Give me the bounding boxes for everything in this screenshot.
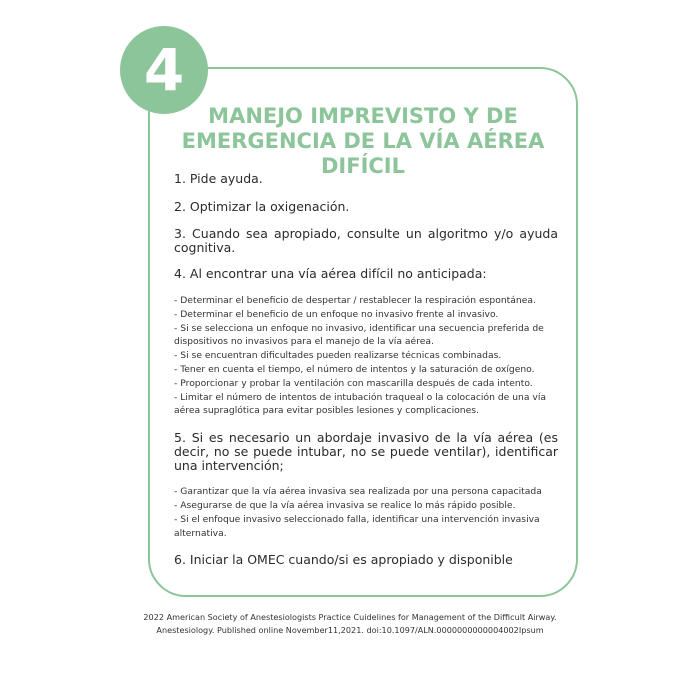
step-4: 4. Al encontrar una vía aérea difícil no anticipada: xyxy=(174,266,487,281)
list-item: - Tener en cuenta el tiempo, el número de intentos y la saturación de oxígeno. xyxy=(174,363,535,375)
step-1: 1. Pide ayuda. xyxy=(174,171,263,186)
citation-line-1: 2022 American Society of Anestesiologists Practice Cuidelines for Management of the Difficult Airway. xyxy=(143,612,557,622)
step-3: 3. Cuando sea apropiado, consulte un algoritmo y/o ayuda cognitiva. xyxy=(174,226,558,255)
step-2: 2. Optimizar la oxigenación. xyxy=(174,199,350,214)
page-title xyxy=(148,104,578,179)
list-item: - Proporcionar y probar la ventilación con mascarilla después de cada intento. xyxy=(174,377,533,389)
list-item: - Garantizar que la vía aérea invasiva sea realizada por una persona capacitada xyxy=(174,486,542,498)
citation-footer xyxy=(0,611,700,637)
steps-list xyxy=(174,172,558,567)
citation-line-2: Anestesiology. Published online November11,2021. doi:10.1097/ALN.0000000000004002Ipsum xyxy=(156,625,544,635)
step-6: 6. Iniciar la OMEC cuando/si es apropiado y disponible xyxy=(174,552,513,568)
list-item: - Asegurarse de que la vía aérea invasiva se realice lo más rápido posible. xyxy=(174,499,516,511)
list-item: - Si se selecciona un enfoque no invasivo, identificar una secuencia preferida de dispositivos no invasivos para el manejo de la vía aérea. xyxy=(174,322,544,348)
list-item: - Si el enfoque invasivo seleccionado falla, identificar una intervención invasiva alternativa. xyxy=(174,513,540,539)
step-4-items xyxy=(174,294,558,418)
step-5: 5. Si es necesario un abordaje invasivo de la vía aérea (es decir, no se puede intubar, no se puede ventilar), identificar una intervención; xyxy=(174,430,558,474)
title-line-1: MANEJO IMPREVISTO Y DE xyxy=(208,104,518,128)
section-number-badge: 4 xyxy=(120,26,208,114)
title-line-2: EMERGENCIA DE LA VÍA AÉREA DIFÍCIL xyxy=(181,129,545,178)
list-item: - Determinar el beneficio de despertar / restablecer la respiración espontánea. xyxy=(174,295,536,306)
list-item: - Determinar el beneficio de un enfoque no invasivo frente al invasivo. xyxy=(174,308,499,320)
list-item: - Si se encuentran dificultades pueden realizarse técnicas combinadas. xyxy=(174,350,502,362)
step-5-items xyxy=(174,485,558,540)
list-item: - Limitar el número de intentos de intubación traqueal o la colocación de una vía aérea supraglótica para evitar posibles lesiones y complicaciones. xyxy=(174,391,547,417)
